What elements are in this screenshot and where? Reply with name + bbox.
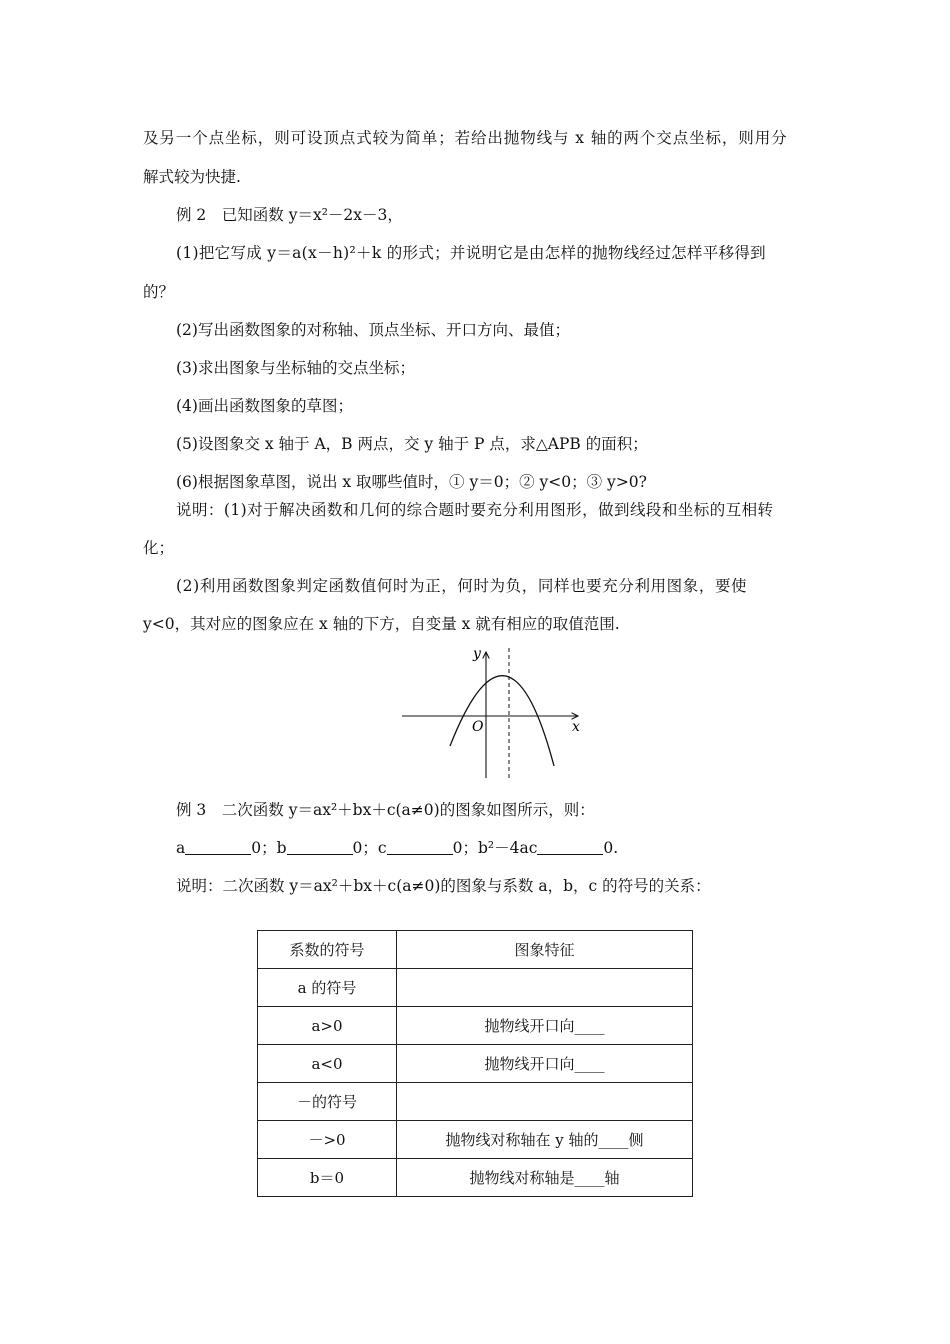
x-axis-label: x xyxy=(572,719,580,735)
table-cell: 抛物线对称轴在 y 轴的____侧 xyxy=(397,1121,693,1159)
table-cell: －的符号 xyxy=(258,1083,397,1121)
y-axis-label: y xyxy=(473,646,481,662)
note-3: 说明：二次函数 y＝ax²＋bx＋c(a≠0)的图象与系数 a，b，c 的符号的关系： xyxy=(176,877,711,895)
blank-a[interactable] xyxy=(185,840,251,855)
blank-label-a: a xyxy=(176,839,186,857)
blank-d[interactable] xyxy=(537,840,603,855)
table-row xyxy=(258,1159,693,1197)
question-3: (3)求出图象与坐标轴的交点坐标； xyxy=(176,359,415,377)
table-row xyxy=(258,1007,693,1045)
parabola-graph xyxy=(398,646,586,784)
table-cell: a<0 xyxy=(258,1045,397,1083)
note-2: (2)利用函数图象判定函数值何时为正，何时为负，同样也要充分利用图象，要使 xyxy=(176,577,748,595)
table-header: 系数的符号 xyxy=(258,931,397,969)
table-row xyxy=(258,1083,693,1121)
blank-label-c: 0；c xyxy=(352,839,387,857)
note-1-cont: 化； xyxy=(143,539,175,557)
blank-label-d: 0；b²－4ac xyxy=(452,839,538,857)
table-cell xyxy=(397,1083,693,1121)
example-2-title: 例 2 已知函数 y＝x²－2x－3， xyxy=(176,206,403,224)
origin-label: O xyxy=(472,719,484,735)
question-5: (5)设图象交 x 轴于 A，B 两点，交 y 轴于 P 点，求△APB 的面积； xyxy=(176,435,648,453)
question-4: (4)画出函数图象的草图； xyxy=(176,397,353,415)
table-cell: 抛物线开口向____ xyxy=(397,1007,693,1045)
coefficient-table xyxy=(257,930,693,1197)
question-1: (1)把它写成 y＝a(x－h)²＋k 的形式；并说明它是由怎样的抛物线经过怎样平移得到 xyxy=(176,244,766,262)
table-cell xyxy=(397,969,693,1007)
table-cell: 抛物线对称轴是____轴 xyxy=(397,1159,693,1197)
paragraph-line: 解式较为快捷. xyxy=(143,168,241,186)
example-3-title: 例 3 二次函数 y＝ax²＋bx＋c(a≠0)的图象如图所示，则： xyxy=(176,801,595,819)
table-header: 图象特征 xyxy=(397,931,693,969)
example-3-blanks xyxy=(176,838,618,858)
table-cell: 抛物线开口向____ xyxy=(397,1045,693,1083)
blank-c[interactable] xyxy=(387,840,453,855)
table-row xyxy=(258,969,693,1007)
table-cell: a>0 xyxy=(258,1007,397,1045)
table-row xyxy=(258,1121,693,1159)
table-row xyxy=(258,1045,693,1083)
table-cell: a 的符号 xyxy=(258,969,397,1007)
question-6: (6)根据图象草图，说出 x 取哪些值时，① y＝0；② y<0；③ y>0? xyxy=(176,473,647,491)
paragraph-line: 及另一个点坐标，则可设顶点式较为简单；若给出抛物线与 x 轴的两个交点坐标，则用分 xyxy=(143,129,788,147)
table-cell: b＝0 xyxy=(258,1159,397,1197)
note-2-cont: y<0，其对应的图象应在 x 轴的下方，自变量 x 就有相应的取值范围. xyxy=(143,615,620,633)
blank-label-end: 0. xyxy=(603,839,619,857)
question-1-cont: 的？ xyxy=(143,283,175,301)
blank-label-b: 0；b xyxy=(251,839,287,857)
parabola-curve xyxy=(450,676,554,766)
table-header-row xyxy=(258,931,693,969)
table-cell: －>0 xyxy=(258,1121,397,1159)
question-2: (2)写出函数图象的对称轴、顶点坐标、开口方向、最值； xyxy=(176,321,570,339)
blank-b[interactable] xyxy=(287,840,353,855)
note-1: 说明：(1)对于解决函数和几何的综合题时要充分利用图形，做到线段和坐标的互相转 xyxy=(176,501,774,519)
